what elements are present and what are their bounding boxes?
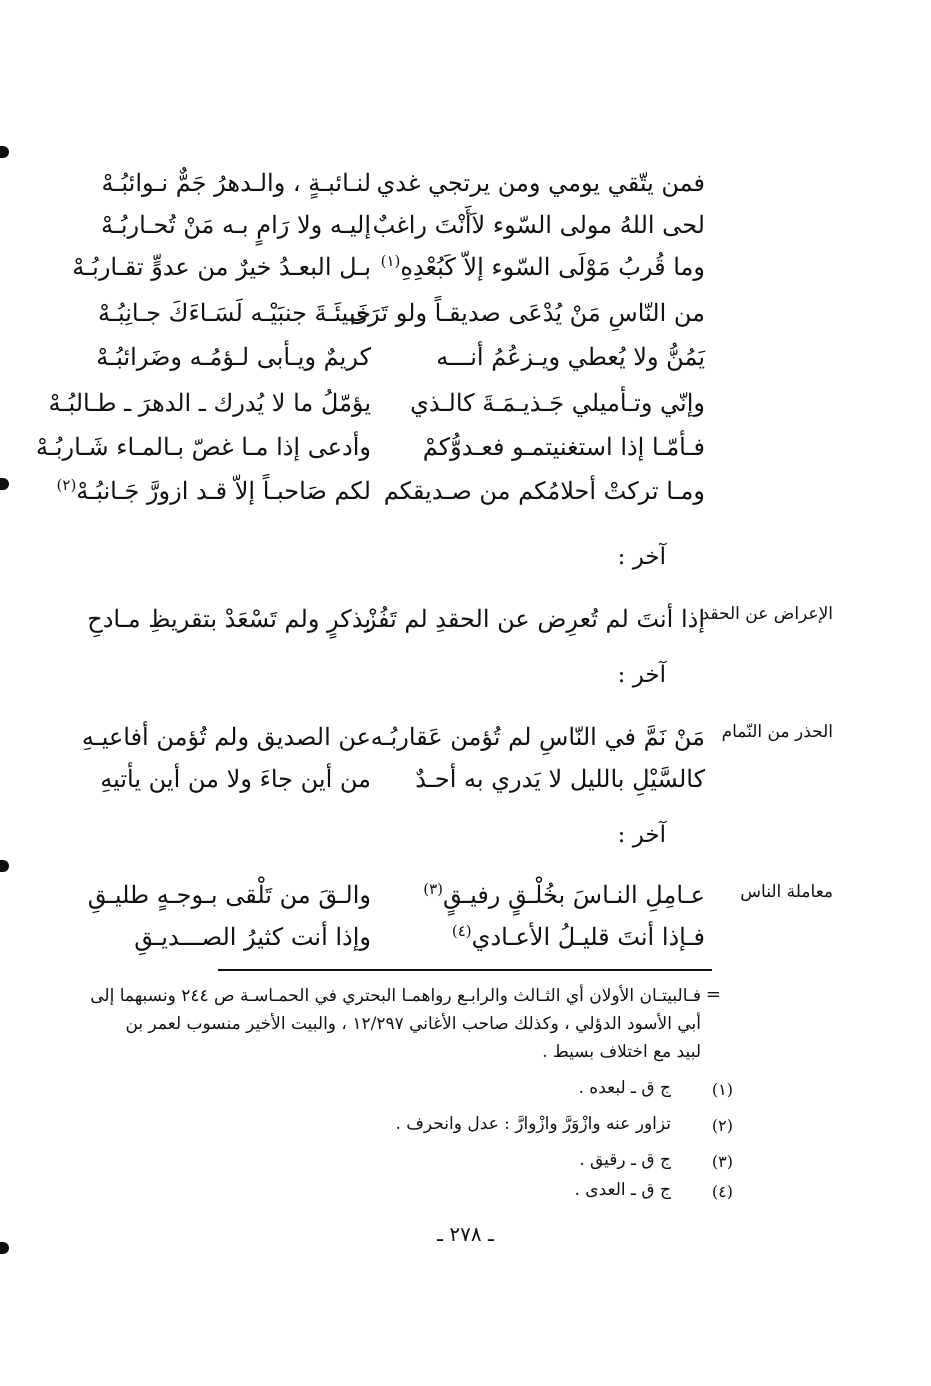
verse-second-hemistich: إليـه ولا رَامٍ بـه مَنْ تُحـاربُـهْ bbox=[100, 211, 371, 239]
verse-second-hemistich: عن الصديق ولم تُؤمن أفاعيـهِ bbox=[81, 723, 371, 751]
verse-second-hemistich: خَبيئَـةَ جنبَيْـه لَسَـاءَكَ جـانِبُـهْ bbox=[98, 299, 371, 327]
verse-second-hemistich: كريمٌ ويـأبى لـؤمُـه وضَرائبُـهْ bbox=[96, 343, 371, 371]
edge-mark bbox=[0, 478, 9, 490]
footnote-number: (٤) bbox=[711, 1182, 733, 1201]
footnote-line: فـالبيتـان الأولان أي الثـالث والرابـع رواهمـا البحتري في الحمـاسـة ص ٢٤٤ ونسبهما إلى bbox=[90, 986, 701, 1006]
footnote-number: (٣) bbox=[711, 1152, 733, 1171]
verse-second-hemistich: وإذا أنت كثيرُ الصـــديـقِ bbox=[134, 923, 371, 951]
footnote-number: (٢) bbox=[711, 1116, 733, 1135]
edge-mark bbox=[0, 146, 9, 158]
footnote-line: أبي الأسود الدؤلي ، وكذلك صاحب الأغاني ١٢/٢٩٧ ، والبيت الأخير منسوب لعمر بن bbox=[125, 1014, 701, 1034]
verse-first-hemistich bbox=[452, 922, 705, 952]
hemistich-text: فـإذا أنتَ قليـلُ الأعـادي bbox=[471, 923, 705, 951]
verse-second-hemistich: لنـائبـةٍ ، والـدهرُ جَمٌّ نـوائبُـهْ bbox=[101, 169, 371, 197]
verse-first-hemistich: إذا أنتَ لم تُعرِض عن الحقدِ لم تَفُزْ bbox=[364, 605, 705, 633]
verse-second-hemistich: والـقَ من تَلْقى بـوجـهٍ طليـقِ bbox=[87, 881, 371, 909]
page-number: ـ ٢٧٨ ـ bbox=[437, 1222, 494, 1246]
hemistich-text: لكم صَاحبـاً إلاّ قـد ازورَّ جَـانبُـهْ bbox=[76, 477, 371, 505]
verse-second-hemistich: يؤمّلُ ما لا يُدرك ـ الدهرَ ـ طـالبُـهْ bbox=[48, 389, 371, 417]
footnote-divider bbox=[218, 969, 712, 971]
section-heading: آخر : bbox=[617, 544, 666, 570]
footnote-text: ج ق ـ لبعده . bbox=[578, 1078, 671, 1098]
section-heading: آخر : bbox=[617, 822, 666, 848]
verse-second-hemistich: وأدعى إذا مـا غصّ بـالمـاء شَـاربُـهْ bbox=[35, 433, 371, 461]
continuation-mark: = bbox=[705, 984, 721, 1005]
hemistich-text: وما قُربُ مَوْلَى السّوء إلاّ كَبُعْدِهِ bbox=[400, 253, 705, 281]
verse-second-hemistich: من أين جاءَ ولا من أين يأتيهِ bbox=[100, 765, 371, 793]
verse-second-hemistich: بذكرٍ ولم تَسْعَدْ بتقريظِ مـادحِ bbox=[87, 605, 371, 633]
verse-first-hemistich: يَمُنُّ ولا يُعطي ويـزعُمُ أنـــه bbox=[436, 343, 705, 371]
verse-first-hemistich: كالسَّيْلِ بالليل لا يَدري به أحـدٌ bbox=[415, 765, 705, 793]
section-heading: آخر : bbox=[617, 662, 666, 688]
footnote-ref: (٣) bbox=[423, 880, 444, 898]
footnote-ref: (٢) bbox=[56, 476, 77, 494]
margin-note: الإعراض عن الحقد bbox=[701, 604, 833, 624]
verse-second-hemistich: بـل البعـدُ خيرٌ من عدوٍّ تقـاربُـهْ bbox=[72, 253, 371, 281]
footnote-text: تزاور عنه وازْوَرَّ وازْوارَّ : عدل وانحرف . bbox=[395, 1114, 671, 1134]
footnote-text: ج ق ـ رقيق . bbox=[579, 1150, 671, 1170]
verse-first-hemistich: لحى اللهُ مولى السّوء لاَأَنْتَ راغبٌ bbox=[372, 211, 705, 239]
edge-mark bbox=[0, 860, 9, 872]
verse-first-hemistich: من النّاسِ مَنْ يُدْعَى صديقـاً ولو تَرَى bbox=[349, 299, 705, 327]
footnote-number: (١) bbox=[711, 1080, 733, 1099]
footnote-line: لبيد مع اختلاف بسيط . bbox=[542, 1042, 701, 1062]
hemistich-text: عـامِلِ النـاسَ بخُلْـقٍ رفيـقٍ bbox=[443, 881, 705, 909]
verse-first-hemistich: مَنْ نَمَّ في النّاسِ لم تُؤمن عَقاربُـه bbox=[370, 723, 705, 751]
verse-first-hemistich bbox=[381, 252, 705, 282]
verse-first-hemistich: ومـا تركتْ أحلامُكم من صـديقكم bbox=[383, 477, 705, 505]
verse-first-hemistich bbox=[423, 880, 705, 910]
margin-note: معاملة الناس bbox=[740, 882, 833, 902]
verse-first-hemistich: وإنّي وتـأميلي جَـذيـمَـةَ كالـذي bbox=[410, 389, 705, 417]
verse-first-hemistich: فـأمّـا إذا استغنيتمـو فعـدوُّكمْ bbox=[422, 433, 705, 461]
footnote-continuation bbox=[81, 982, 701, 1066]
footnote-ref: (١) bbox=[380, 252, 401, 270]
footnote-text: ج ق ـ العدى . bbox=[574, 1180, 671, 1200]
verse-first-hemistich: فمن يتّقي يومي ومن يرتجي غدي bbox=[376, 169, 705, 197]
footnote-ref: (٤) bbox=[451, 922, 472, 940]
margin-note: الحذر من النّمام bbox=[721, 722, 833, 742]
verse-second-hemistich bbox=[57, 476, 371, 506]
